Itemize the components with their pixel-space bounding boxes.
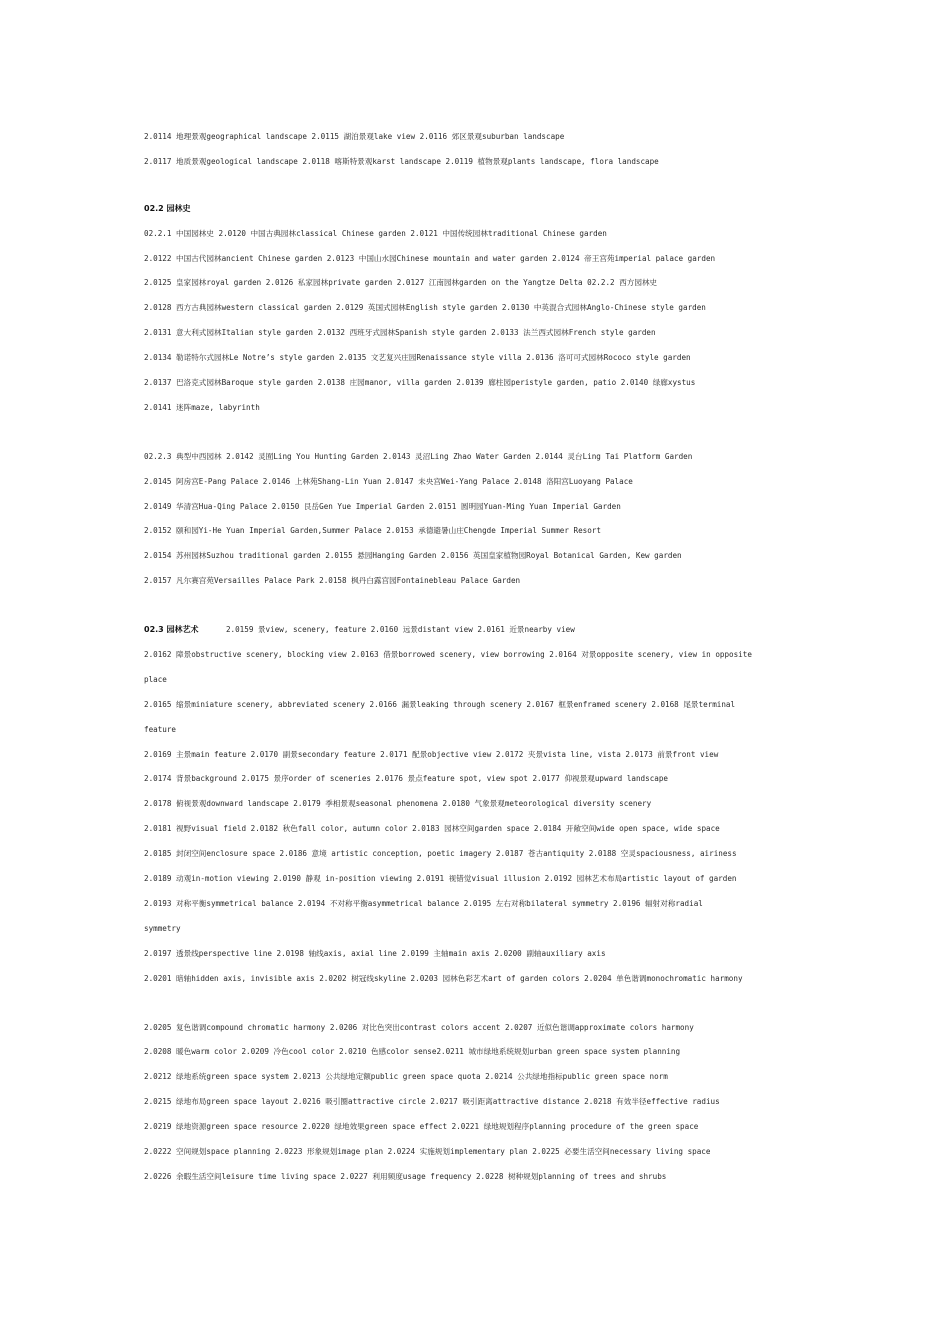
- text-line: 2.0169 主景main feature 2.0170 副景secondary feature 2.0171 配景objective view 2.0172 夹景vista line, vista 2.0173 前景front view: [144, 749, 719, 759]
- text-line: 2.0131 意大利式园林Italian style garden 2.0132 西班牙式园林Spanish style garden 2.0133 法兰西式园林French style garden: [144, 328, 656, 338]
- text-line: 2.0219 绿地资源green space resource 2.0220 绿地效果green space effect 2.0221 绿地规划程序planning procedure of the green space: [144, 1122, 699, 1132]
- text-line: 2.0154 苏州园林Suzhou traditional garden 2.0155 悬园Hanging Garden 2.0156 英国皇家植物园Royal Botanical Garden, Kew garden: [144, 551, 682, 561]
- text-line: 2.0157 凡尔赛宫苑Versailles Palace Park 2.0158 枫丹白露宫园Fontainebleau Palace Garden: [144, 576, 521, 586]
- text-line: feature: [144, 724, 177, 734]
- text-line: 2.0114 地理景观geographical landscape 2.0115 湖泊景观lake view 2.0116 郊区景观suburban landscape: [144, 132, 565, 141]
- text-line: 2.0215 绿地布局green space layout 2.0216 吸引圈attractive circle 2.0217 吸引距离attractive distance 2.0218 有效半径effective radius: [144, 1097, 720, 1107]
- text-line: symmetry: [144, 923, 181, 933]
- spacer: [144, 598, 844, 622]
- text-line: 2.0197 透景线perspective line 2.0198 轴线axis, axial line 2.0199 主轴main axis 2.0200 副轴auxiliary axis: [144, 948, 606, 958]
- text-line: 2.0174 背景background 2.0175 景序order of sceneries 2.0176 景点feature spot, view spot 2.0177 仰视景观upward landscape: [144, 774, 668, 784]
- section-heading: 02.3 园林艺术: [144, 625, 199, 635]
- spacer: [144, 996, 844, 1020]
- text-line: 02.2.3 典型中西园林 2.0142 灵囿Ling You Hunting Garden 2.0143 灵沼Ling Zhao Water Garden 2.0144 灵台Ling Tai Platform Garden: [144, 451, 693, 461]
- text-line: 2.0185 封闭空间enclosure space 2.0186 意境 artistic conception, poetic imagery 2.0187 苍古antiquity 2.0188 空灵spaciousness, airiness: [144, 849, 737, 859]
- section-garden-history: [144, 201, 844, 425]
- text-line: 2.0128 西方古典园林western classical garden 2.0129 英国式园林English style garden 2.0130 中英混合式园林Anglo-Chinese style garden: [144, 303, 706, 313]
- text-span: 2.0159 景view, scenery, feature 2.0160 远景distant view 2.0161 近景nearby view: [198, 625, 575, 635]
- text-line: 2.0141 迷阵maze, labyrinth: [144, 402, 260, 412]
- text-line: 2.0201 暗轴hidden axis, invisible axis 2.0202 树冠线skyline 2.0203 园林色彩艺术art of garden colors 2.0204 单色谐调monochromatic harmony: [144, 973, 743, 983]
- text-line: 2.0189 动观in-motion viewing 2.0190 静观 in-position viewing 2.0191 视错觉visual illusion 2.0192 园林艺术布局artistic layout of garden: [144, 874, 737, 884]
- text-line: 2.0181 视野visual field 2.0182 秋色fall color, autumn color 2.0183 园林空间garden space 2.0184 开敞空间wide open space, wide space: [144, 824, 720, 834]
- block-landscape-terms: [144, 129, 844, 179]
- text-line: 2.0145 阿房宫E-Pang Palace 2.0146 上林苑Shang-Lin Yuan 2.0147 未央宫Wei-Yang Palace 2.0148 洛阳宫Luoyang Palace: [144, 476, 633, 486]
- text-line: 2.0122 中国古代园林ancient Chinese garden 2.0123 中国山水园Chinese mountain and water garden 2.0124 帝王宫苑imperial palace garden: [144, 253, 716, 263]
- text-line: 2.0212 绿地系统green space system 2.0213 公共绿地定额public green space quota 2.0214 公共绿地指标public green space norm: [144, 1072, 668, 1082]
- text-line: 2.0134 勒诺特尔式园林Le Notre’s style garden 2.0135 文艺复兴庄园Renaissance style villa 2.0136 洛可可式园林Rococo style garden: [144, 353, 691, 363]
- text-line: [144, 622, 844, 647]
- text-line: 2.0208 暖色warm color 2.0209 冷色cool color 2.0210 色感color sense2.0211 城市绿地系统规划urban green space system planning: [144, 1047, 681, 1057]
- text-line: 2.0152 颐和园Yi-He Yuan Imperial Garden,Summer Palace 2.0153 承德避暑山庄Chengde Imperial Summer Resort: [144, 526, 601, 536]
- text-line: 2.0137 巴洛克式园林Baroque style garden 2.0138 庄园manor, villa garden 2.0139 廊柱园peristyle garden, patio 2.0140 绿廊xystus: [144, 378, 696, 388]
- spacer: [144, 425, 844, 449]
- text-line: 2.0205 复色谐调compound chromatic harmony 2.0206 对比色突出contrast colors accent 2.0207 近似色谐调approximate colors harmony: [144, 1022, 694, 1032]
- text-line: 2.0178 俯视景观downward landscape 2.0179 季相景观seasonal phenomena 2.0180 气象景观meteorological diversity scenery: [144, 799, 652, 809]
- section-heading: 02.2 园林史: [144, 203, 191, 213]
- text-line: 2.0222 空间规划space planning 2.0223 形象规划image plan 2.0224 实施规划implementary plan 2.0225 必要生活空间necessary living space: [144, 1146, 711, 1156]
- section-garden-art: [144, 622, 844, 995]
- text-line: 2.0125 皇家园林royal garden 2.0126 私家园林private garden 2.0127 江南园林garden on the Yangtze Delta 02.2.2 西方园林史: [144, 278, 658, 288]
- spacer: [144, 179, 844, 201]
- text-line: 2.0117 地质景观geological landscape 2.0118 喀斯特景观karst landscape 2.0119 植物景观plants landscape, flora landscape: [144, 156, 659, 166]
- text-line: place: [144, 674, 167, 684]
- text-line: 2.0226 余暇生活空间leisure time living space 2.0227 利用频度usage frequency 2.0228 树种规划planning of trees and shrubs: [144, 1171, 667, 1181]
- document-page: [144, 129, 844, 1194]
- text-line: 2.0149 华清宫Hua-Qing Palace 2.0150 艮岳Gen Yue Imperial Garden 2.0151 圆明园Yuan-Ming Yuan Imperial Garden: [144, 501, 621, 511]
- text-line: 2.0193 对称平衡symmetrical balance 2.0194 不对称平衡asymmetrical balance 2.0195 左右对称bilateral symmetry 2.0196 辐射对称radial: [144, 898, 703, 908]
- text-line: 2.0162 障景obstructive scenery, blocking view 2.0163 借景borrowed scenery, view borrowing 2.0164 对景opposite scenery, view in opposite: [144, 650, 752, 660]
- text-line: 2.0165 缩景miniature scenery, abbreviated scenery 2.0166 漏景leaking through scenery 2.0167 框景enframed scenery 2.0168 尾景terminal: [144, 699, 736, 709]
- text-line: 02.2.1 中国园林史 2.0120 中国古典园林classical Chinese garden 2.0121 中国传统园林traditional Chinese garden: [144, 228, 607, 238]
- block-green-space-planning: [144, 1020, 844, 1194]
- section-typical-gardens: [144, 449, 844, 598]
